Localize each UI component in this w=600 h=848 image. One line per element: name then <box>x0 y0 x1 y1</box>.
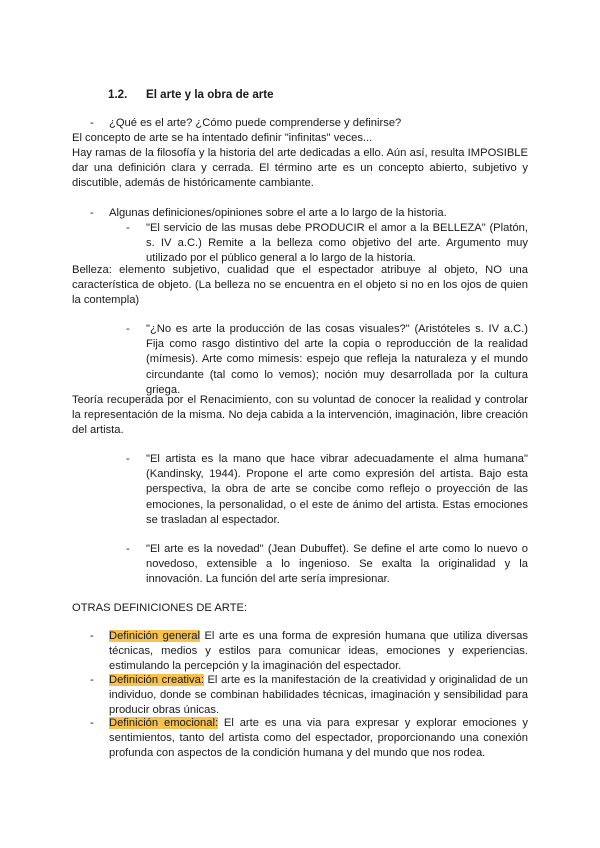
definition-term-highlight: Definición general <box>109 630 200 642</box>
philosophy-paragraph: Hay ramas de la filosofía y la historia del arte dedicadas a ello. Aún así, resulta IMPOSIBLE dar una definición clara y cerrada. El término arte es un concepto abierto, subjetivo y discutible, además de históricamente cambiante. <box>72 147 528 190</box>
bullet-dash: - <box>90 630 94 642</box>
bullet-dash: - <box>90 717 94 729</box>
aristotle-quote-item <box>126 322 528 398</box>
plato-quote-text: "El servicio de las musas debe PRODUCIR el amor a la BELLEZA" (Platón, s. IV a.C.) Remite a la belleza como objetivo del arte. Argumento muy utilizado por el público general a lo largo de la historia. <box>146 222 528 265</box>
definition-term-highlight: Definición emocional: <box>109 717 219 729</box>
definition-item-emocional <box>90 716 528 762</box>
definition-text: El arte es una forma de expresión humana que utiliza diversas técnicas, medios y estilos para comunicar ideas, emociones y experiencias. estimulando la percepción y la imaginación del espectador. <box>109 630 528 673</box>
section-heading <box>108 87 274 102</box>
kandinsky-quote-text: "El artista es la mano que hace vibrar adecuadamente el alma humana"(Kandinsky, 1944). Propone el arte como expresión del artista. Bajo esta perspectiva, la obra de arte se concibe como reflejo o proyección de las emociones, la personalidad, o el este de ánimo del artista. Estas emociones se trasladan al espectador. <box>146 453 528 526</box>
question-bullet <box>90 116 528 131</box>
bullet-dash: - <box>126 453 130 465</box>
dubuffet-quote-text: "El arte es la novedad" (Jean Dubuffet). Se define el arte como lo nuevo o novedoso, extensible a lo ingenioso. Se exalta la originalidad y la innovación. La función del arte sería impresionar. <box>146 543 528 586</box>
belleza-paragraph: Belleza: elemento subjetivo, cualidad que el espectador atribuye al objeto, NO una característica de objeto. (La belleza no se encuentra en el objeto si no en los ojos de quien la contempla) <box>72 264 528 307</box>
renacimiento-paragraph: Teoría recuperada por el Renacimiento, con su voluntad de conocer la realidad y controlar la representación de la misma. No deja cabida a la intervención, imaginación, libre creación del artista. <box>72 394 528 437</box>
definition-text: El arte es una via para expresar y explorar emociones y sentimientos, tanto del artista como del espectador, proporcionando una conexión profunda con aspectos de la condición humana y del mundo que nos rodea. <box>109 717 528 760</box>
bullet-dash: - <box>90 117 94 129</box>
question-text: ¿Qué es el arte? ¿Cómo puede comprenderse y definirse? <box>109 117 402 129</box>
section-title: El arte y la obra de arte <box>146 88 274 101</box>
plato-quote-item <box>126 221 528 267</box>
definition-term-highlight: Definición creativa: <box>109 674 204 686</box>
bullet-dash: - <box>126 323 130 335</box>
bullet-dash: - <box>90 207 94 219</box>
bullet-dash: - <box>126 543 130 555</box>
definitions-intro-bullet <box>90 206 528 221</box>
aristotle-quote-text: "¿No es arte la producción de las cosas visuales?" (Aristóteles s. IV a.C.) Fija como rasgo distintivo del arte la copia o reproducción de la realidad (mímesis). Arte como mimesis: espejo que refleja la naturaleza y el mundo circundante (tal como lo vemos); noción muy desarrollada por la cultura griega. <box>146 323 528 396</box>
definition-text: El arte es la manifestación de la creatividad y originalidad de un individuo, donde se combinan habilidades técnicas, imaginación y sensibilidad para producir obras únicas. <box>109 674 529 717</box>
definitions-intro-text: Algunas definiciones/opiniones sobre el arte a lo largo de la historia. <box>109 207 447 219</box>
bullet-dash: - <box>90 674 94 686</box>
otras-definiciones-heading: OTRAS DEFINICIONES DE ARTE: <box>72 602 248 614</box>
definition-item-general <box>90 629 528 675</box>
dubuffet-quote-item <box>126 542 528 588</box>
section-number: 1.2. <box>108 88 128 101</box>
intro-paragraph: El concepto de arte se ha intentado definir "infinitas" veces... <box>72 132 373 144</box>
definition-item-creativa <box>90 673 528 719</box>
kandinsky-quote-item <box>126 452 528 528</box>
bullet-dash: - <box>126 222 130 234</box>
